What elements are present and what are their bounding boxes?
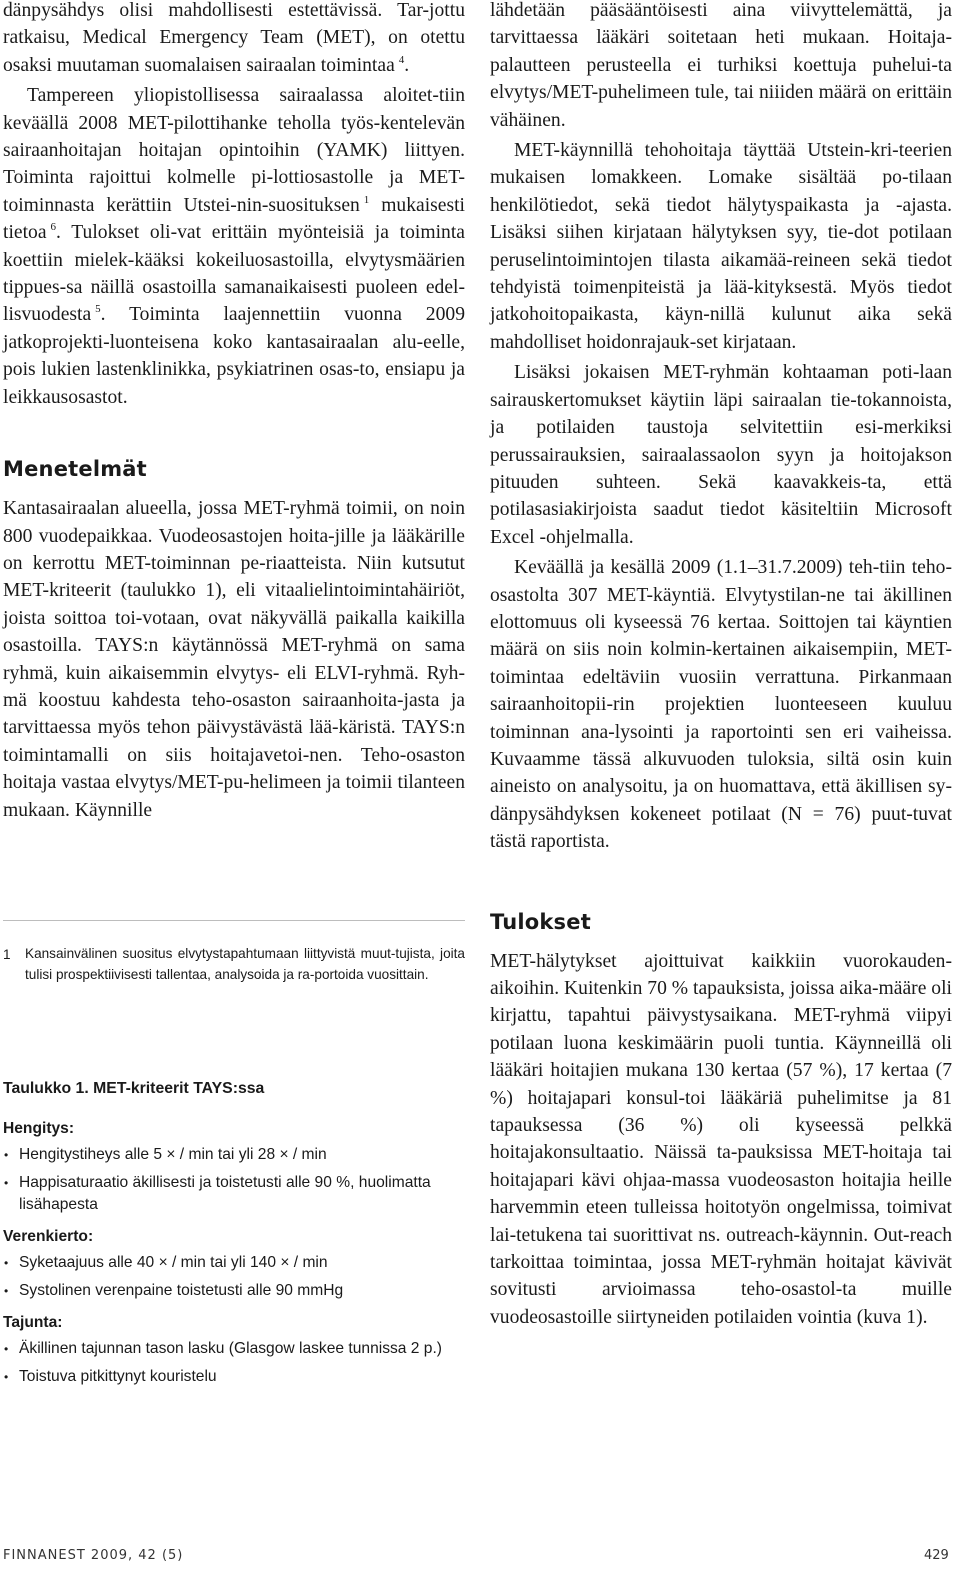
paragraph-records-review: Lisäksi jokaisen MET-ryhmän kohtaaman poti-laan sairauskertomukset käytiin läpi sairaalan tie-tokannoista, ja potilaiden taustoja selvitettiin esi-merkiksi perussairauksien, sairaalassaolon syyn ja hoitojakson pituuden suhteen. Sekä kaavakkeis-ta, että potilasasiakirjoista saadut tiedot käsiteltiin Microsoft Excel -ohjelmalla. — [490, 362, 952, 548]
reference-marker: 6 — [50, 221, 56, 234]
paragraph-text: . Tulokset oli-vat erittäin myönteisiä ja toiminta koettiin mielek-kääksi kokeiluosastoilla, elvytysmäärien tippues-sa näillä osastoilla samanaikaisesti puoleen edel-lisvuodesta — [3, 222, 465, 326]
paragraph-text: Tampereen yliopistollisessa sairaalassa aloitet-tiin keväällä 2008 MET-pilottihanke teholla työs-kentelevän sairaanhoitajan hoitajan opintoihin (YAMK) liittyen. Toiminta rajoittui kolmelle pi-lottiosastolle ja MET-toiminnasta kerättiin Utstei-nin-suosituksen — [3, 85, 465, 216]
footnote — [3, 944, 465, 985]
criteria-item: • Systolinen verenpaine toistetusti alle 90 mmHg — [3, 1280, 465, 1302]
paragraph-methods: Kantasairaalan alueella, jossa MET-ryhmä toimii, on noin 800 vuodepaikkaa. Vuodeosastojen hoita-jille ja lääkärille on kerrottu MET-toiminnan pe-riaatteista. Niin kutsutut MET-kriteerit (taulukko 1), eli vitaalielintoimintahäiriöt, joista soittoa toi-votaan, ovat näkyvällä paikalla kaikilla osastoilla. TAYS:n käytännössä MET-ryhmä on sama ryhmä, kuin aikaisemmin elvytys- eli ELVI-ryhmä. Ryh-mä koostuu kahdesta teho-osaston sairaanhoita-jasta ja tarvittaessa myös tehon päivystävästä lää-käristä. TAYS:n toimintamalli on siis hoitajavetoi-nen. Teho-osaston hoitaja vastaa elvytys/MET-pu-helimeen ja toimii tilanteen mukaan. Käynnille — [3, 498, 465, 821]
paragraph-utstein-form: MET-käynnillä tehohoitaja täyttää Utstein-kri-teerien mukaisen lomakkeen. Lomake sisältää po-tilaan henkilötiedot, sekä tiedot hälytyspaikasta ja -ajasta. Lisäksi siihen kirjataan hälytyksen syy, tie-dot potilaan peruselintoimintojen tilasta aikamää-reineen sekä tiedot tehdyistä toimenpiteistä ja lää-kityksestä. Myös tiedot jatkohoitopaikasta, käyn-nillä kulunut aika sekä mahdolliset hoidonrajauk-set kirjataan. — [490, 140, 952, 353]
reference-marker: 1 — [363, 193, 370, 206]
paragraph-text: dänpysähdys olisi mahdollisesti estettävissä. Tar-jottu ratkaisu, Medical Emergency Team (MET), on otettu osaksi muutaman suomalaisen sairaalan toimintaa — [3, 0, 465, 76]
criteria-group-title: Tajunta: — [3, 1314, 63, 1331]
right-column — [490, 0, 952, 1331]
section-heading-methods: Menetelmät — [3, 457, 147, 482]
criteria-group-title: Hengitys: — [3, 1120, 75, 1137]
footnote-divider — [3, 920, 465, 921]
criteria-item: • Happisaturaatio äkillisesti ja toistetusti alle 90 %, huolimatta lisähapesta — [3, 1172, 465, 1216]
footnote-text: Kansainvälinen suositus elvytystapahtumaan liittyvistä muut-tujista, joita tulisi prospektiivisesti tallentaa, analysoida ja ra-portoida vuosittain. — [25, 946, 465, 982]
criteria-item: • Toistuva pitkittynyt kouristelu — [3, 1366, 465, 1388]
reference-marker: 5 — [95, 303, 101, 316]
paragraph-results: MET-hälytykset ajoittuivat kaikkiin vuorokauden-aikoihin. Kuitenkin 70 % tapauksista, joissa aika-määre oli kirjattu, tapahtui päivystysaikana. MET-ryhmä viipyi potilaan luona keskimäärin puoli tuntia. Käynneillä oli lääkäri hoitajien mukana 130 kertaa (57 %), 17 kertaa (7 %) hoitajapari konsul-toi lääkäriä puhelimitse ja 81 tapauksessa (36 %) oli kyseessä pelkkä hoitajakonsultaatio. Näissä ta-pauksissa MET-hoitaja tai hoitajapari kävi ohjaa-massa vuodeosaston hoitajia heille harvemmin eteen tulleissa hoitotyön ongelmissa, toimivat lai-tetukena tai suorittivat ns. outreach-käynnin. Out-reach tarkoittaa toimintaa, jossa MET-ryhmän hoitajat kävivät sovitusti arvioimassa teho-osastol-ta muille vuodeosastoille siirtyneiden potilaiden vointia (kuva 1). — [490, 950, 952, 1328]
left-column — [3, 0, 465, 824]
footnote-marker: 1 — [3, 947, 11, 962]
paragraph-text: . — [404, 54, 410, 76]
criteria-item: • Syketaajuus alle 40 × / min tai yli 140 × / min — [3, 1252, 465, 1274]
paragraph-pilot — [3, 82, 465, 411]
paragraph-text: mukaisesti tietoa — [3, 194, 465, 244]
paragraph-call-handling: lähdetään pääsääntöisesti aina viivyttelemättä, ja tarvittaessa lääkäri soitetaan heti mukaan. Hoitaja-palautteen perusteella ei turhiksi koettuja puhelui-ta elvytys/MET-puhelimeen tule, tai niiiden määrä on erittäin vähäinen. — [490, 0, 952, 131]
table-title: Taulukko 1. MET-kriteerit TAYS:ssa — [3, 1080, 265, 1097]
criteria-item: • Äkillinen tajunnan tason lasku (Glasgow laskee tunnissa 2 p.) — [3, 1338, 465, 1360]
reference-marker: 4 — [398, 53, 405, 66]
criteria-item: • Hengitystiheys alle 5 × / min tai yli 28 × / min — [3, 1144, 465, 1166]
criteria-group-title: Verenkierto: — [3, 1228, 94, 1245]
criteria-list — [3, 1144, 465, 1216]
paragraph-visit-counts: Keväällä ja kesällä 2009 (1.1–31.7.2009) teh-tiin teho-osastolta 307 MET-käyntiä. Elvytystilan-ne tai äkillinen elottomuus oli kyseessä 76 kertaa. Soittojen tai käyntien määrä on siis noin kolmin-kertainen aikaisempiin, MET-toimintaa edeltäviin vuosiin verrattuna. Pirkanmaan sairaanhoitopii-rin projektien luonteeseen kuuluu toiminnan ana-lysointi ja raportointi sen eri vaiheissa. Kuvaamme tässä alkuvuoden tuloksia, siltä osin kuin aineisto on analysoitu, ja on huomattava, että äkillisen sy-dänpysähdyksen kokeneet potilaat (N = 76) puut-tuvat tästä raportista. — [490, 557, 952, 853]
paragraph-text: . Toiminta laajennettiin vuonna 2009 jatkoprojekti-luonteisena koko kantasairaalan alu-eelle, pois lukien lastenklinikka, psykiatrinen osas-to, ensiapu ja leikkausosastot. — [3, 304, 465, 408]
criteria-list — [3, 1338, 465, 1388]
page-number: 429 — [924, 1548, 949, 1563]
paragraph-intro-end — [3, 0, 465, 79]
table-met-criteria — [3, 1080, 465, 1400]
journal-citation: FINNANEST 2009, 42 (5) — [3, 1548, 184, 1563]
section-heading-results: Tulokset — [490, 909, 591, 934]
criteria-list — [3, 1252, 465, 1302]
